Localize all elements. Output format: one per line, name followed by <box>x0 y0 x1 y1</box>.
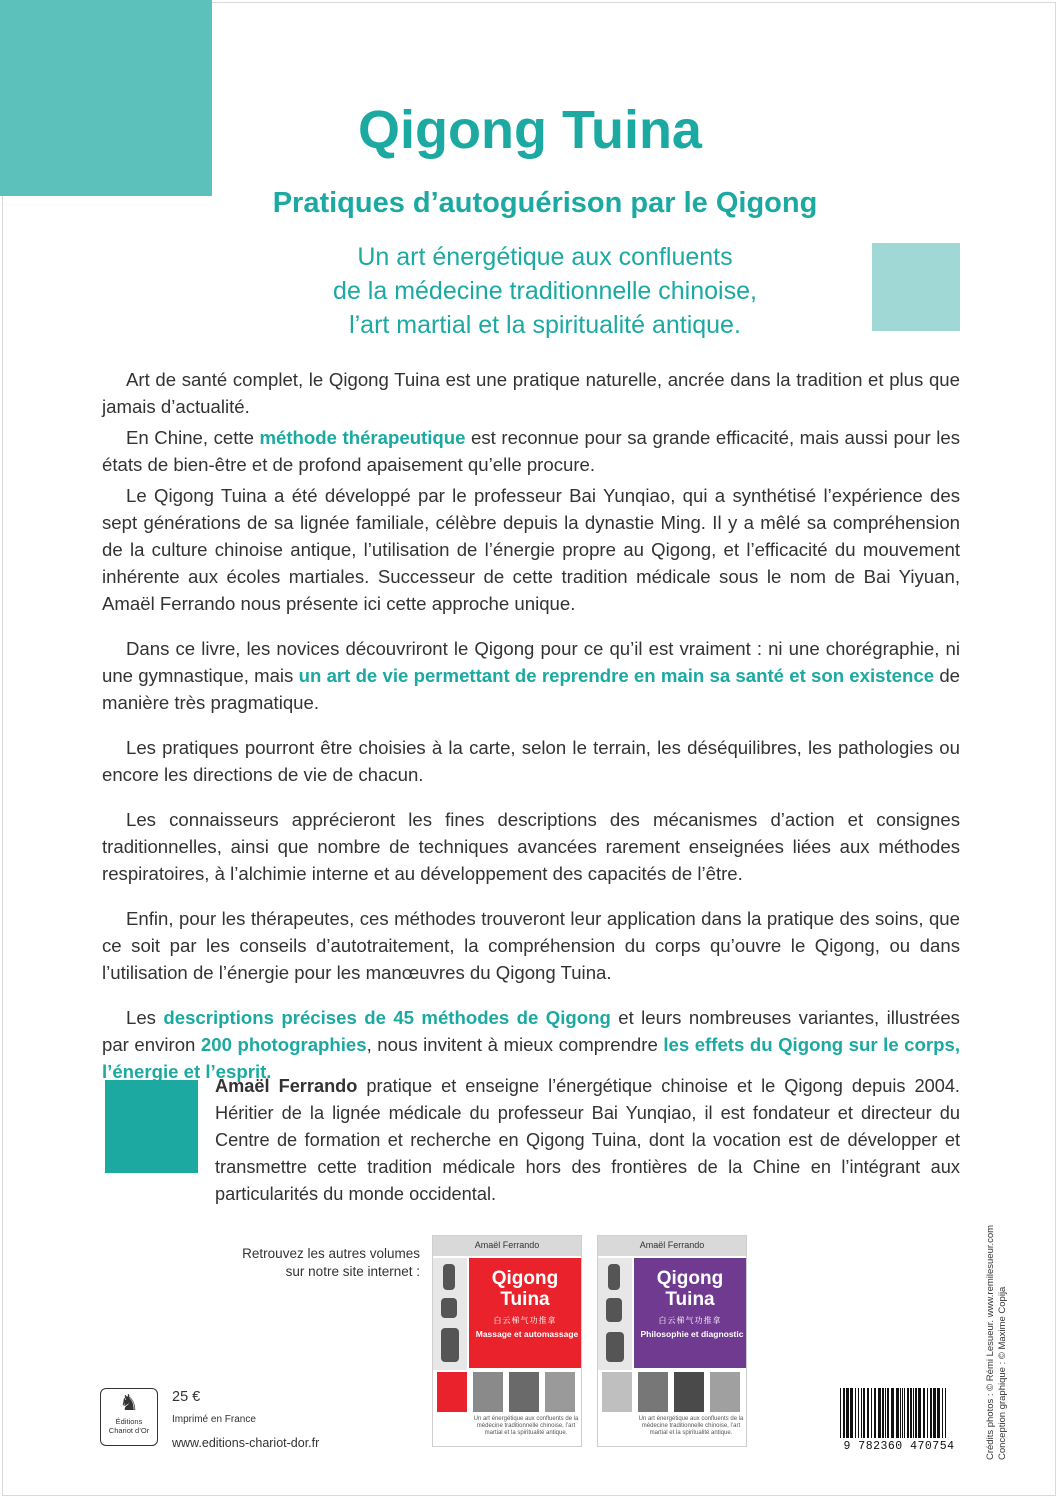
barcode-bar <box>843 1388 845 1438</box>
figure-photo <box>608 1264 620 1290</box>
grid-photo <box>710 1372 740 1412</box>
decorative-square-right <box>872 243 960 331</box>
paragraph: En Chine, cette méthode thérapeutique est reconnue pour sa grande efficacité, mais aussi pour les états de bien-être et de profond apaisement qu’elle procure. <box>102 427 960 475</box>
barcode-bar <box>874 1388 876 1438</box>
credit-line: Crédits photos : © Rémi Lesueur. www.remilesueur.com <box>985 1224 996 1460</box>
cover-title-line: Tuina <box>500 1289 550 1310</box>
barcode-bar <box>915 1388 917 1438</box>
paragraph: Les pratiques pourront être choisies à la carte, selon le terrain, les déséquilibres, les pathologies ou encore les directions de vie de chacun. <box>102 737 960 785</box>
highlight: les effets du Qigong sur le corps, l’énergie et l’esprit. <box>102 1034 960 1082</box>
cover-chinese: 白云梯气功推拿 <box>493 1316 557 1325</box>
barcode-bar <box>907 1388 909 1438</box>
barcode-bar <box>933 1388 936 1438</box>
barcode-bar <box>885 1388 886 1438</box>
grid-photo <box>602 1372 632 1412</box>
figure-photo <box>443 1264 455 1290</box>
decorative-square-top-left <box>0 0 212 196</box>
cover-photo-column <box>433 1258 467 1370</box>
barcode-bar <box>937 1388 940 1438</box>
barcode-bar <box>900 1388 901 1438</box>
book-cover-philosophie[interactable] <box>597 1235 747 1447</box>
author-name: Amaël Ferrando <box>215 1076 358 1096</box>
cover-title-line: Tuina <box>665 1289 715 1310</box>
barcode-bar <box>902 1388 903 1438</box>
cover-title <box>634 1268 746 1310</box>
cover-title <box>469 1268 581 1310</box>
book-subtitle: Pratiques d’autoguérison par le Qigong <box>272 187 818 219</box>
publisher-logo <box>100 1388 158 1446</box>
barcode-bar <box>927 1388 928 1438</box>
barcode-bar <box>863 1388 865 1438</box>
barcode-bar <box>878 1388 881 1438</box>
isbn-number: 9 782360 470754 <box>843 1440 955 1453</box>
grid-photo <box>545 1372 575 1412</box>
promo-line: sur notre site internet : <box>285 1264 420 1279</box>
publisher-url[interactable]: www.editions-chariot-dor.fr <box>172 1436 320 1450</box>
barcode-bar <box>840 1388 841 1438</box>
figure-photo <box>606 1332 624 1362</box>
barcode-bar <box>923 1388 925 1438</box>
cover-author: Amaël Ferrando <box>474 1240 540 1250</box>
cover-photo-grid <box>437 1372 577 1412</box>
figure-photo <box>606 1298 622 1322</box>
barcode-bar <box>846 1388 849 1438</box>
cover-title-line: Qigong <box>491 1268 559 1289</box>
barcode-bar <box>871 1388 872 1438</box>
logo-text: Chariot d’Or <box>108 1426 150 1435</box>
grid-photo <box>638 1372 668 1412</box>
tagline <box>220 240 870 342</box>
tagline-line: l’art martial et la spiritualité antique. <box>349 311 741 339</box>
barcode-bar <box>942 1388 943 1438</box>
tagline-line: de la médecine traditionnelle chinoise, <box>333 277 757 305</box>
paragraph: Le Qigong Tuina a été développé par le professeur Bai Yunqiao, qui a synthétisé l’expérience des sept générations de sa lignée familiale, célèbre depuis la dynastie Ming. Il y a mêlé sa compréhension de la culture chinoise antique, l’utilisation de l’énergie propre au Qigong, et l’efficacité du mouvement inhérente aux écoles martiales. Successeur de cette tradition médicale sous le nom de Bai Yiyuan, Amaël Ferrando nous présente ici cette approche unique. <box>102 485 960 614</box>
barcode-bar <box>913 1388 914 1438</box>
cover-caption: Massage et automassage <box>475 1329 579 1339</box>
barcode-bar <box>930 1388 932 1438</box>
cover-caption: Philosophie et diagnostic <box>640 1329 744 1339</box>
printed-in: Imprimé en France <box>172 1414 256 1425</box>
promo-line: Retrouvez les autres volumes <box>242 1246 420 1261</box>
paragraph: Les descriptions précises de 45 méthodes de Qigong et leurs nombreuses variantes, illustrées par environ 200 photographies, nous invitent à mieux comprendre les effets du Qigong sur le corps, l’énergie et l’esprit. <box>102 1007 960 1082</box>
cover-author: Amaël Ferrando <box>639 1240 705 1250</box>
barcode-bar <box>918 1388 921 1438</box>
barcode-bar <box>882 1388 884 1438</box>
grid-photo <box>437 1372 467 1412</box>
book-cover-massage[interactable] <box>432 1235 582 1447</box>
cover-photo-column <box>598 1258 632 1370</box>
barcode-bar <box>858 1388 859 1438</box>
cover-photo-grid <box>602 1372 742 1412</box>
highlight: descriptions précises de 45 méthodes de Qigong <box>163 1007 611 1028</box>
figure-photo <box>441 1328 459 1362</box>
highlight: méthode thérapeutique <box>259 427 466 448</box>
barcode-bar <box>850 1388 853 1438</box>
logo-text: Éditions <box>115 1417 143 1426</box>
barcode-bar <box>891 1388 894 1438</box>
barcode-bar <box>861 1388 862 1438</box>
book-title: Qigong Tuina <box>358 100 702 160</box>
cover-chinese: 白云梯气功推拿 <box>658 1316 722 1325</box>
highlight: 200 photographies <box>200 1034 367 1055</box>
tagline-line: Un art énergétique aux confluents <box>357 243 733 271</box>
paragraph: Enfin, pour les thérapeutes, ces méthodes trouveront leur application dans la pratique des soins, que ce soit par les conseils d’autotraitement, la compréhension du corps qu’ouvre le Qigong, ou dans l’utilisation de l’énergie pour les manœuvres du Qigong Tuina. <box>102 908 960 983</box>
blurb <box>102 366 960 1085</box>
barcode <box>838 1388 960 1438</box>
cover-blurb: Un art énergétique aux confluents de la médecine traditionnelle chinoise, l’art martial et la spiritualité antique. <box>638 1416 744 1436</box>
paragraph: Les connaisseurs apprécieront les fines descriptions des mécanismes d’action et consignes traditionnelles, ainsi que nombre de techniques avancées rarement enseignées liées aux méthodes respiratoires, à l’alchimie interne et au développement des capacités de l’être. <box>102 809 960 884</box>
paragraph: Dans ce livre, les novices découvriront le Qigong pour ce qu’il est vraiment : ni une chorégraphie, ni une gymnastique, mais un art de vie permettant de reprendre en main sa santé et son existence de manière très pragmatique. <box>102 638 961 713</box>
barcode-bar <box>896 1388 899 1438</box>
price: 25 € <box>172 1389 201 1405</box>
figure-photo <box>441 1298 457 1318</box>
barcode-bar <box>855 1388 856 1438</box>
author-bio: Amaël Ferrando pratique et enseigne l’énergétique chinoise et le Qigong depuis 2004. Héritier de la lignée médicale du professeur Bai Yunqiao, il est fondateur et directeur du Centre de formation et recherche en Qigong Tuina, dont la vocation est de développer et transmettre cette tradition médicale hors des frontières de la Chine en l’intégrant aux particularités du monde occidental. <box>215 1076 960 1204</box>
barcode-bar <box>867 1388 869 1438</box>
grid-photo <box>509 1372 539 1412</box>
other-volumes-note <box>200 1245 420 1281</box>
cover-title-line: Qigong <box>656 1268 724 1289</box>
barcode-bar <box>904 1388 905 1438</box>
highlight: un art de vie permettant de reprendre en main sa santé et son existence <box>298 665 935 686</box>
grid-photo <box>473 1372 503 1412</box>
cover-blurb: Un art énergétique aux confluents de la médecine traditionnelle chinoise, l’art martial et la spiritualité antique. <box>473 1416 579 1436</box>
decorative-square-author <box>105 1080 198 1173</box>
chariot-icon: ♞ <box>119 1390 139 1415</box>
credits <box>985 1210 1009 1460</box>
barcode-bar <box>887 1388 889 1438</box>
barcode-bar <box>945 1388 946 1438</box>
grid-photo <box>674 1372 704 1412</box>
paragraph: Art de santé complet, le Qigong Tuina est une pratique naturelle, ancrée dans la tradition et plus que jamais d’actualité. <box>102 369 960 417</box>
credit-line: Conception graphique : © Maxime Copija <box>997 1286 1008 1460</box>
barcode-bar <box>910 1388 912 1438</box>
